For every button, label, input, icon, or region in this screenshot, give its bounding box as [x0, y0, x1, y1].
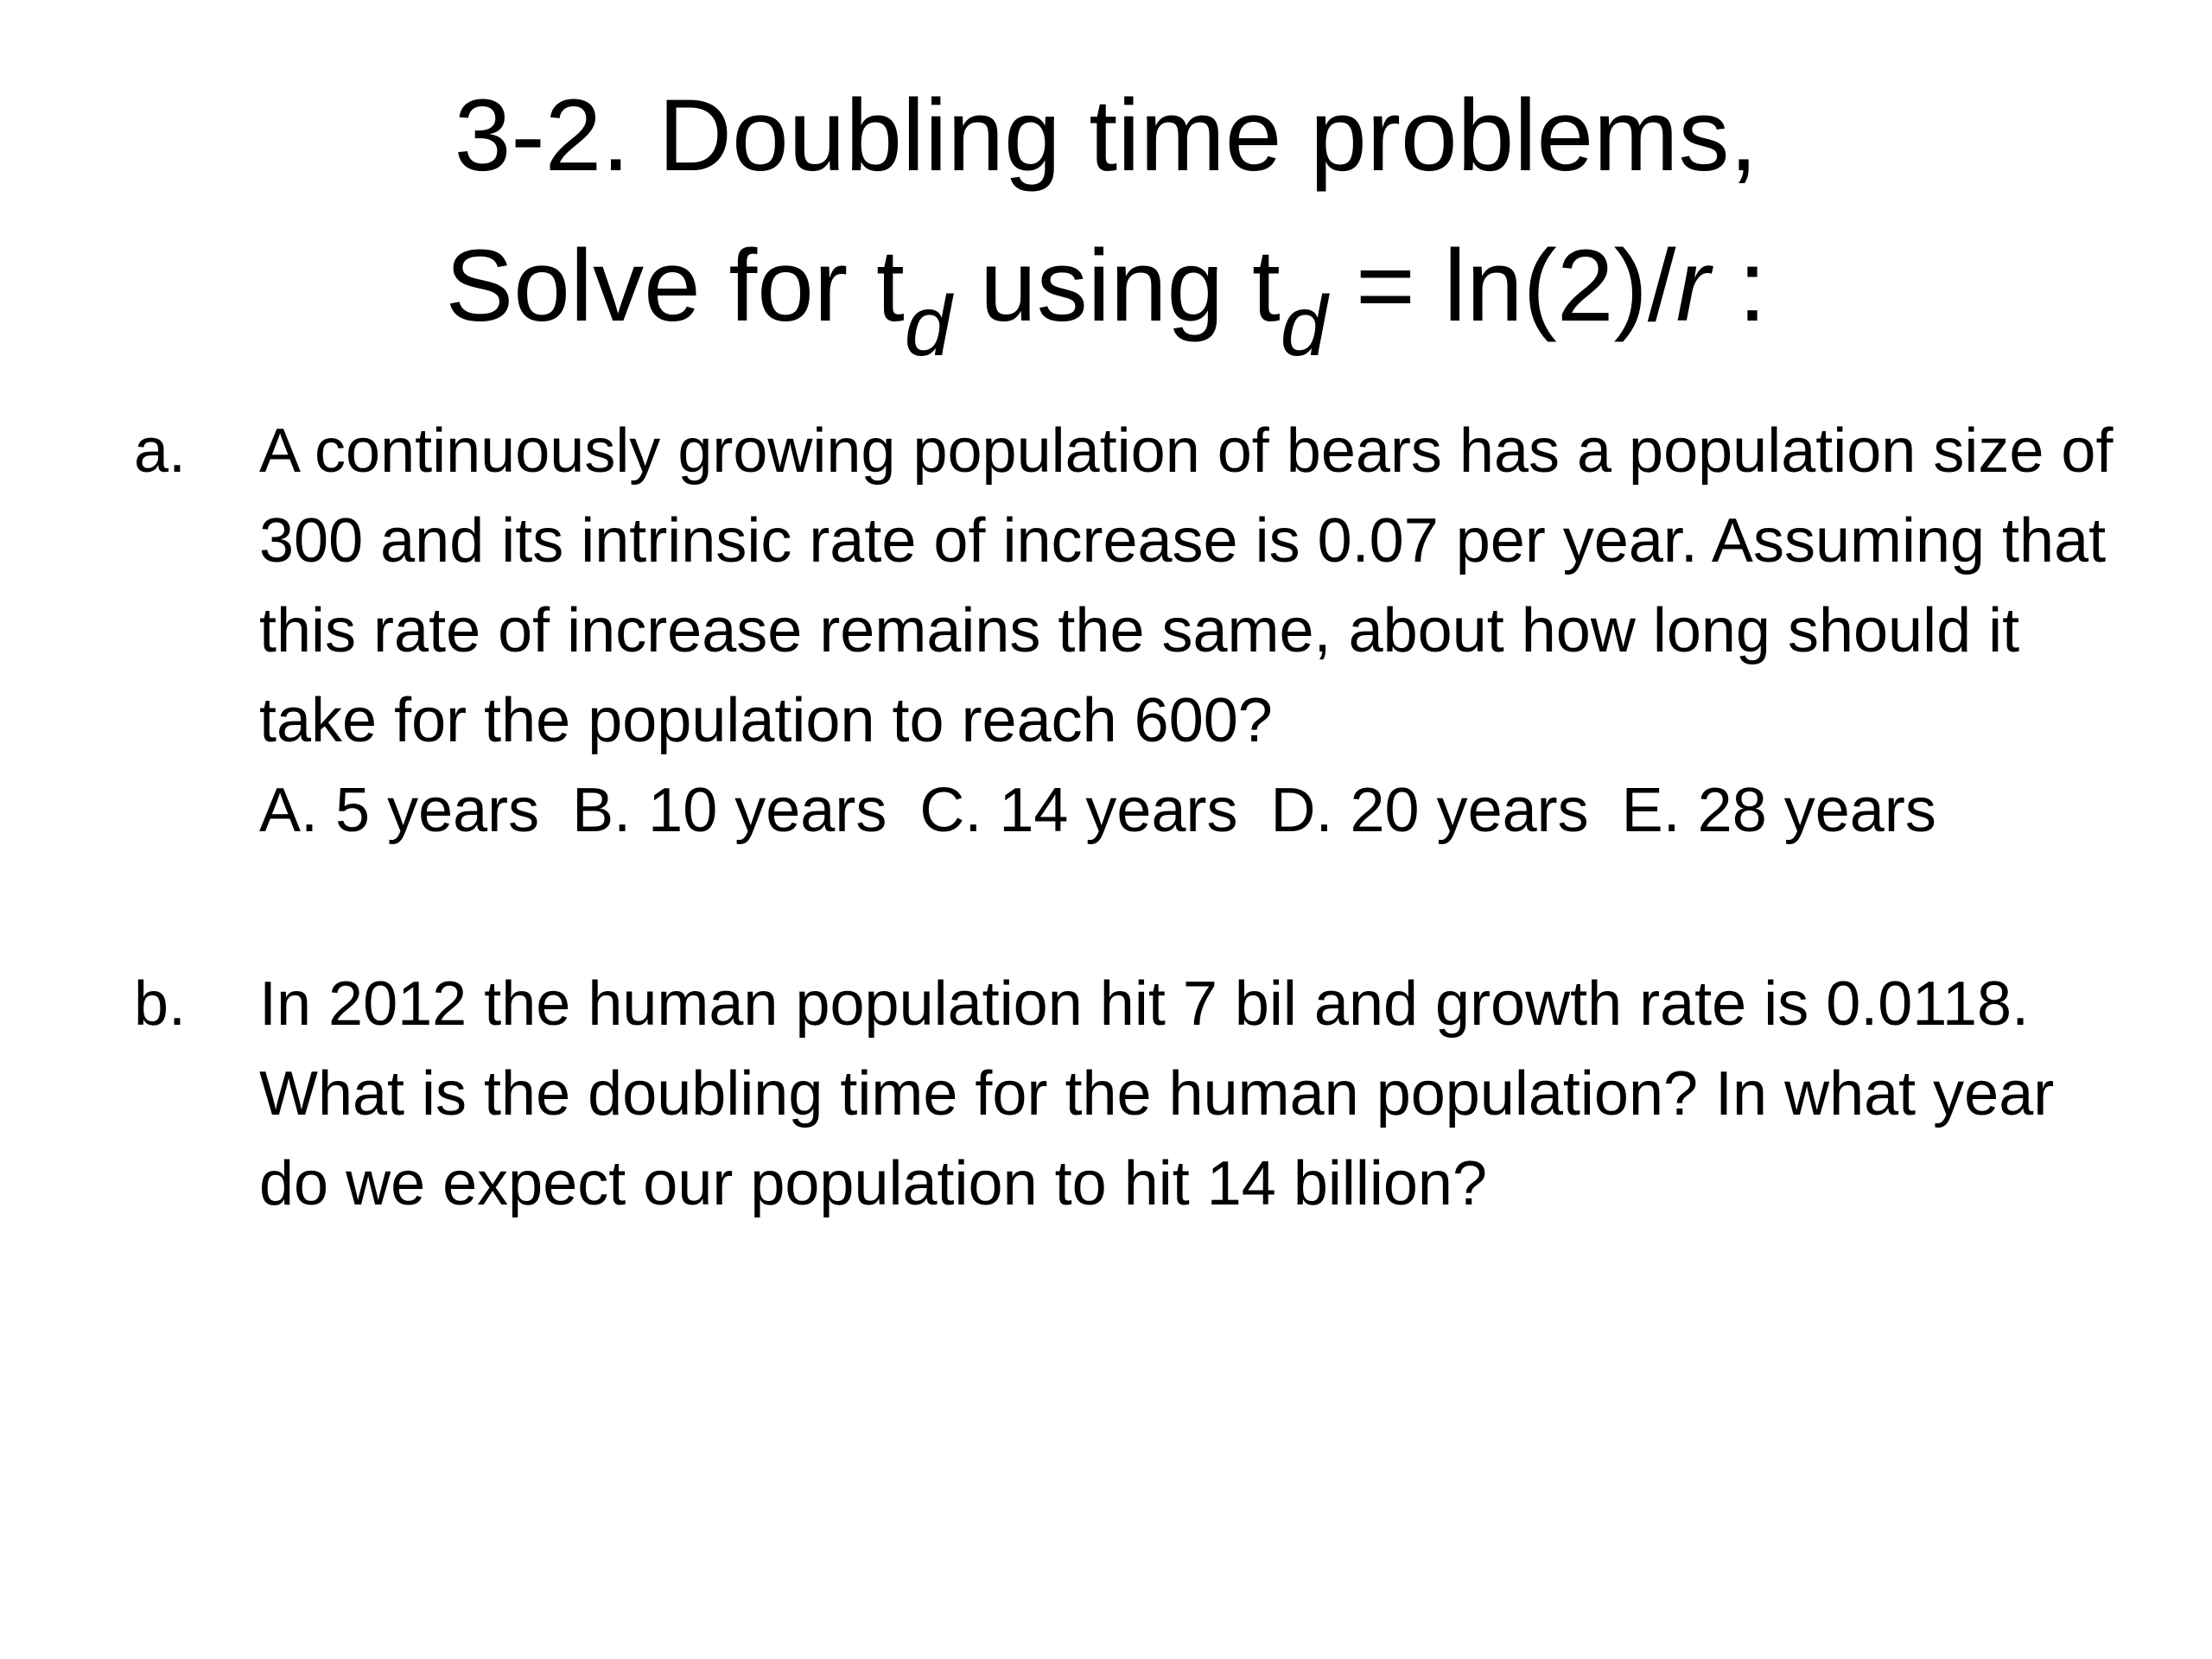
question-b — [134, 959, 2121, 1229]
title-solve-for-text: Solve for t — [445, 229, 905, 343]
title-using-text: using t — [951, 229, 1281, 343]
title-subscript-d-2: d — [1280, 278, 1328, 373]
title-colon: : — [1709, 229, 1767, 343]
slide-title-line-1: 3-2. Doubling time problems, — [454, 79, 1758, 193]
title-equals-text: = ln(2)/ — [1327, 229, 1676, 343]
choice-e: E. 28 years — [1621, 776, 1936, 845]
slide-title-line-2 — [0, 229, 2212, 373]
question-b-text: In 2012 the human population hit 7 bil and growth rate is 0.0118. What is the doubling time for the human population? In what year do we expect our population to hit 14 billion? — [259, 969, 2055, 1218]
choice-a: A. 5 years — [259, 776, 540, 845]
choice-d: D. 20 years — [1270, 776, 1589, 845]
question-a — [134, 406, 2121, 855]
question-a-marker: a. — [134, 416, 187, 486]
answer-choices — [259, 766, 2121, 855]
title-variable-r: r — [1675, 229, 1710, 343]
question-a-text: A continuously growing population of bears has a population size of 300 and its intrinsic rate of increase is 0.07 per year. Assuming that this rate of increase remains the same, about how long should it take for the population to reach 600? — [259, 416, 2113, 755]
title-subscript-d: d — [904, 278, 952, 373]
choice-b: B. 10 years — [572, 776, 887, 845]
question-b-marker: b. — [134, 969, 187, 1039]
choice-c: C. 14 years — [919, 776, 1238, 845]
